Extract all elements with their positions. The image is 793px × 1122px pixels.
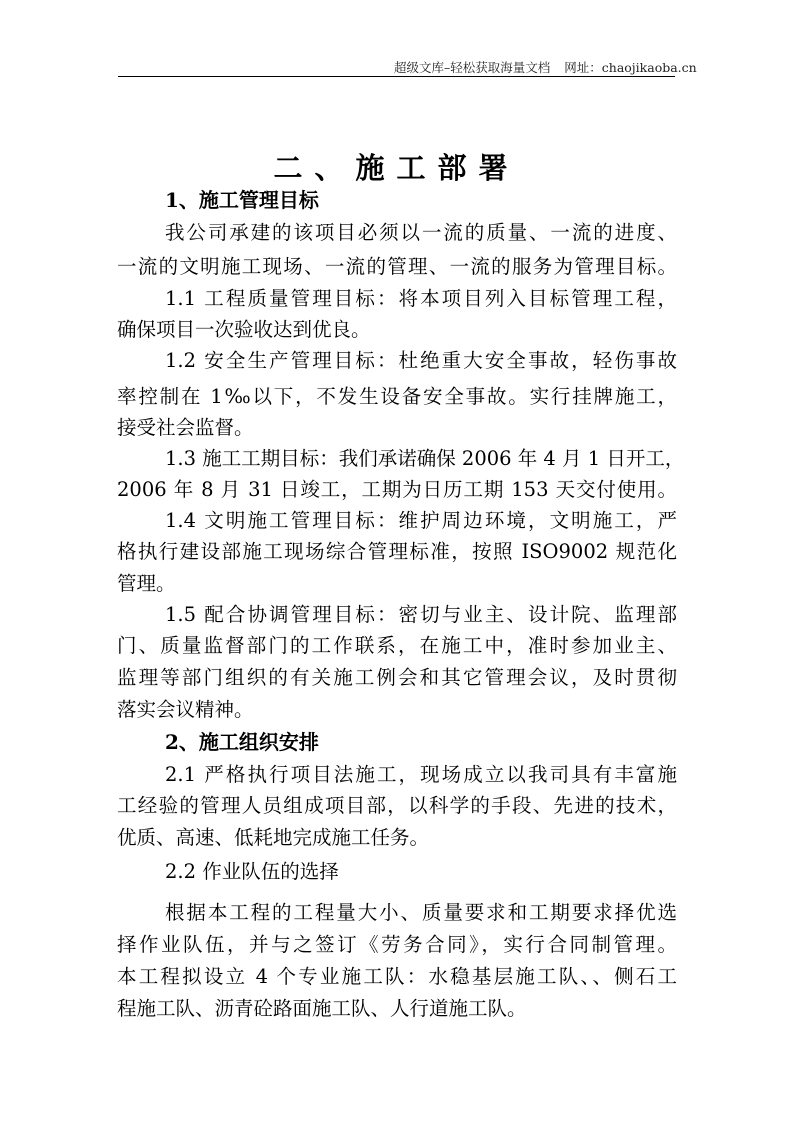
text-line: 优质、高速、低耗地完成施工任务。 — [117, 826, 430, 849]
page-header — [380, 58, 697, 76]
text-line: 根据本工程的工程量大小、质量要求和工期要求择优选 — [165, 901, 677, 924]
text-line: 监理等部门组织的有关施工例会和其它管理会议，及时贯彻 — [117, 666, 677, 689]
text-line: 本工程拟设立 4 个专业施工队：水稳基层施工队、、侧石工 — [117, 965, 677, 988]
header-rule — [118, 76, 675, 77]
page-title: 二、施工部署 — [273, 151, 520, 185]
text-line: 1.2 安全生产管理目标：杜绝重大安全事故，轻伤事故 — [165, 349, 677, 372]
header-url: 网址：chaojikaoba.cn — [564, 60, 697, 75]
section-heading: 2、施工组织安排 — [165, 730, 319, 754]
text-line: 我公司承建的该项目必须以一流的质量、一流的进度、 — [165, 221, 677, 244]
text-line: 1.1 工程质量管理目标：将本项目列入目标管理工程， — [165, 287, 677, 310]
text-line: 2.1 严格执行项目法施工，现场成立以我司具有丰富施 — [165, 763, 677, 786]
text-line: 管理。 — [117, 572, 176, 595]
text-line: 工经验的管理人员组成项目部，以科学的手段、先进的技术， — [117, 794, 677, 817]
header-site: 超级文库–轻松获取海量文档 — [394, 60, 551, 75]
text-line: 一流的文明施工现场、一流的管理、一流的服务为管理目标。 — [117, 255, 677, 278]
text-line: 格执行建设部施工现场综合管理标准，按照 ISO9002 规范化 — [117, 540, 677, 563]
text-line: 门、质量监督部门的工作联系，在施工中，准时参加业主、 — [117, 634, 677, 657]
section-heading: 1、施工管理目标 — [165, 188, 319, 212]
text-line: 1.3 施工工期目标：我们承诺确保 2006 年 4 月 1 日开工， — [165, 447, 685, 470]
text-line: 1.5 配合协调管理目标：密切与业主、设计院、监理部 — [165, 603, 677, 626]
text-line: 1.4 文明施工管理目标：维护周边环境，文明施工，严 — [165, 509, 677, 532]
text-line: 2.2 作业队伍的选择 — [165, 860, 339, 883]
text-line: 2006 年 8 月 31 日竣工，工期为日历工期 153 天交付使用。 — [117, 478, 677, 501]
text-line: 确保项目一次验收达到优良。 — [117, 318, 371, 341]
text-line: 率控制在 1‰以下，不发生设备安全事故。实行挂牌施工， — [117, 385, 677, 408]
text-line: 接受社会监督。 — [117, 416, 254, 439]
text-line: 择作业队伍，并与之签订《劳务合同》，实行合同制管理。 — [117, 933, 677, 956]
text-line: 落实会议精神。 — [117, 698, 254, 721]
text-line: 程施工队、沥青砼路面施工队、人行道施工队。 — [117, 997, 527, 1020]
